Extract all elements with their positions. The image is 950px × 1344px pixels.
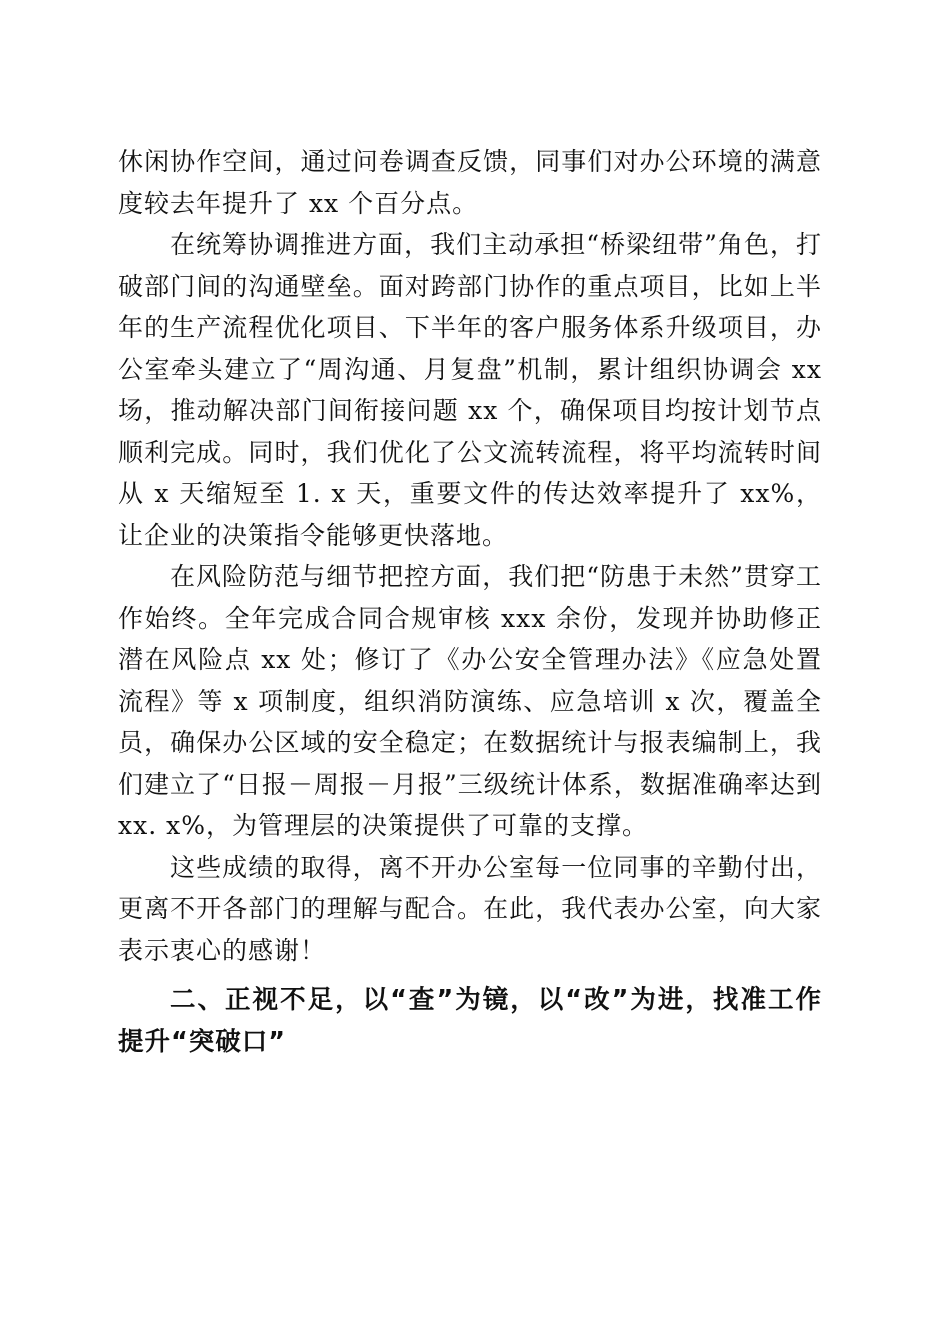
section-heading: 二、正视不足，以“查”为镜，以“改”为进，找准工作提升“突破口” — [118, 985, 822, 1057]
paragraph-risk-control: 在风险防范与细节把控方面，我们把“防患于未然”贯穿工作始终。全年完成合同合规审核 xxx 余份，发现并协助修正潜在风险点 xx 处；修订了《办公安全管理办法》《应急处置流程》等 x 项制度，组织消防演练、应急培训 x 次，覆盖全员，确保办公区域的安全稳定；在数据统计与报表编制上，我们建立了“日报－周报－月报”三级统计体系，数据准确率达到 xx. x%，为管理层的决策提供了可靠的支撑。 — [118, 562, 822, 840]
paragraph-thanks: 这些成绩的取得，离不开办公室每一位同事的辛勤付出，更离不开各部门的理解与配合。在此，我代表办公室，向大家表示衷心的感谢！ — [118, 852, 822, 965]
document-body — [118, 141, 822, 1063]
paragraph-continuation: 休闲协作空间，通过问卷调查反馈，同事们对办公环境的满意度较去年提升了 xx 个百分点。 — [118, 147, 822, 218]
paragraph-coordination: 在统筹协调推进方面，我们主动承担“桥梁纽带”角色，打破部门间的沟通壁垒。面对跨部门协作的重点项目，比如上半年的生产流程优化项目、下半年的客户服务体系升级项目，办公室牵头建立了“周沟通、月复盘”机制，累计组织协调会 xx 场，推动解决部门间衔接问题 xx 个，确保项目均按计划节点顺利完成。同时，我们优化了公文流转流程，将平均流转时间从 x 天缩短至 1. x 天，重要文件的传达效率提升了 xx%，让企业的决策指令能够更快落地。 — [118, 230, 822, 550]
